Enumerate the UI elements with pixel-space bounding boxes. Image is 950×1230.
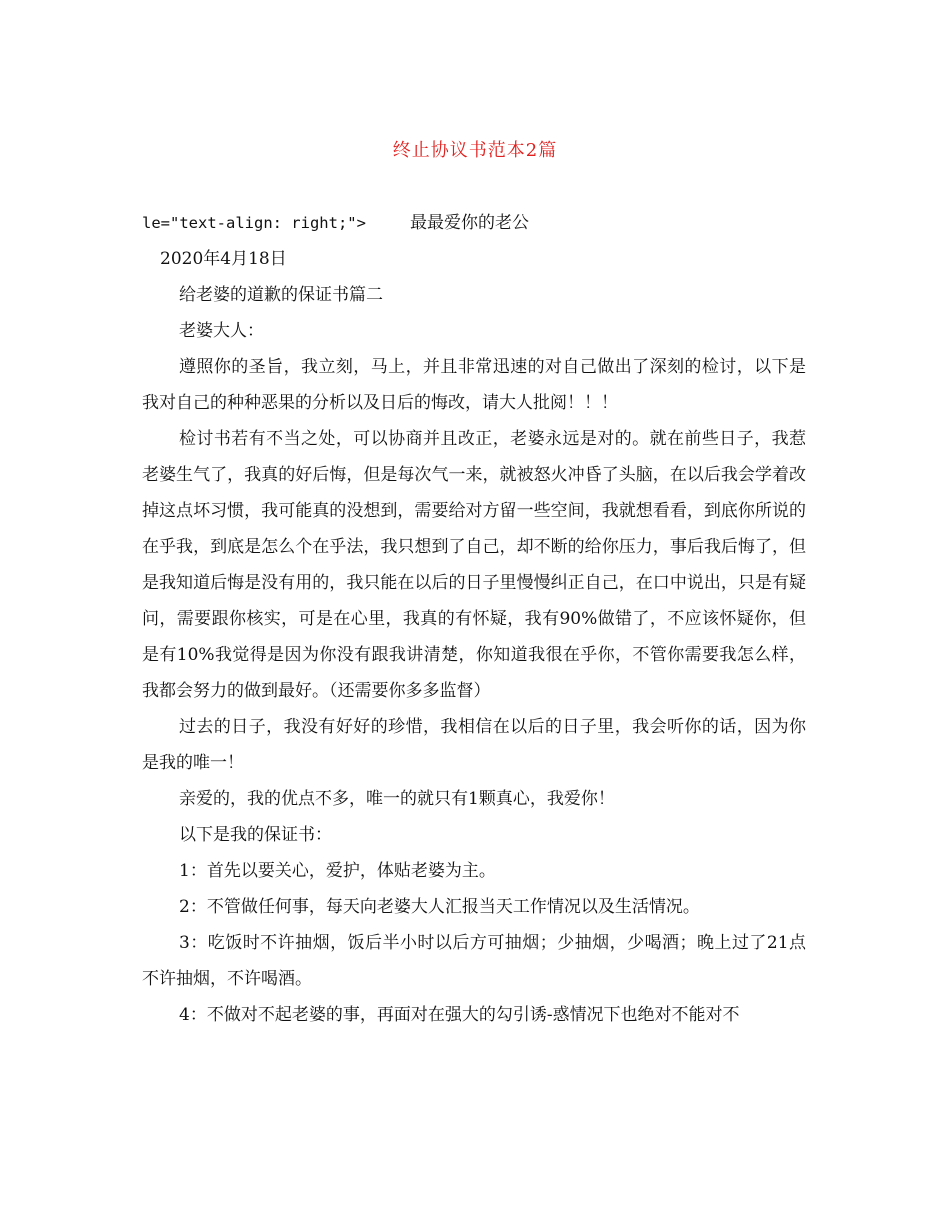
paragraph: 亲爱的，我的优点不多，唯一的就只有1颗真心，我爱你！ (179, 789, 615, 809)
code-fragment: le="text-align: right;"> (142, 214, 366, 232)
signature-line (142, 205, 806, 241)
salutation: 老婆大人： (179, 321, 264, 341)
date-line: 2020年4月18日 (160, 249, 287, 269)
document-title: 终止协议书范本2篇 (392, 140, 558, 161)
section-heading: 给老婆的道歉的保证书篇二 (179, 285, 383, 305)
document-body (142, 205, 806, 1033)
paragraph: 检讨书若有不当之处，可以协商并且改正，老婆永远是对的。就在前些日子，我惹老婆生气了，我真的好后悔，但是每次气一来，就被怒火冲昏了头脑，在以后我会学着改掉这点坏习惯，我可能真的没想到，需要给对方留一些空间，我就想看看，到底你所说的在乎我，到底是怎么个在乎法，我只想到了自己，却不断的给你压力，事后我后悔了，但是我知道后悔是没有用的，我只能在以后的日子里慢慢纠正自己，在口中说出，只是有疑问，需要跟你核实，可是在心里，我真的有怀疑，我有90%做错了，不应该怀疑你，但是有10%我觉得是因为你没有跟我讲清楚，你知道我很在乎你，不管你需要我怎么样，我都会努力的做到最好。（还需要你多多监督） (142, 429, 806, 701)
paragraph: 遵照你的圣旨，我立刻，马上，并且非常迅速的对自己做出了深刻的检讨，以下是我对自己的种种恶果的分析以及日后的悔改，请大人批阅！！！ (142, 357, 806, 413)
paragraph: 过去的日子，我没有好好的珍惜，我相信在以后的日子里，我会听你的话，因为你是我的唯一！ (142, 717, 806, 773)
list-item: 3：吃饭时不许抽烟，饭后半小时以后方可抽烟；少抽烟，少喝酒；晚上过了21点不许抽烟，不许喝酒。 (142, 933, 806, 989)
list-item: 2：不管做任何事，每天向老婆大人汇报当天工作情况以及生活情况。 (179, 897, 700, 917)
signature: 最最爱你的老公 (409, 213, 529, 233)
list-item: 4：不做对不起老婆的事，再面对在强大的勾引诱-惑情况下也绝对不能对不 (179, 1005, 740, 1025)
paragraph: 以下是我的保证书： (179, 825, 332, 845)
list-item: 1：首先以要关心，爱护，体贴老婆为主。 (179, 861, 496, 881)
